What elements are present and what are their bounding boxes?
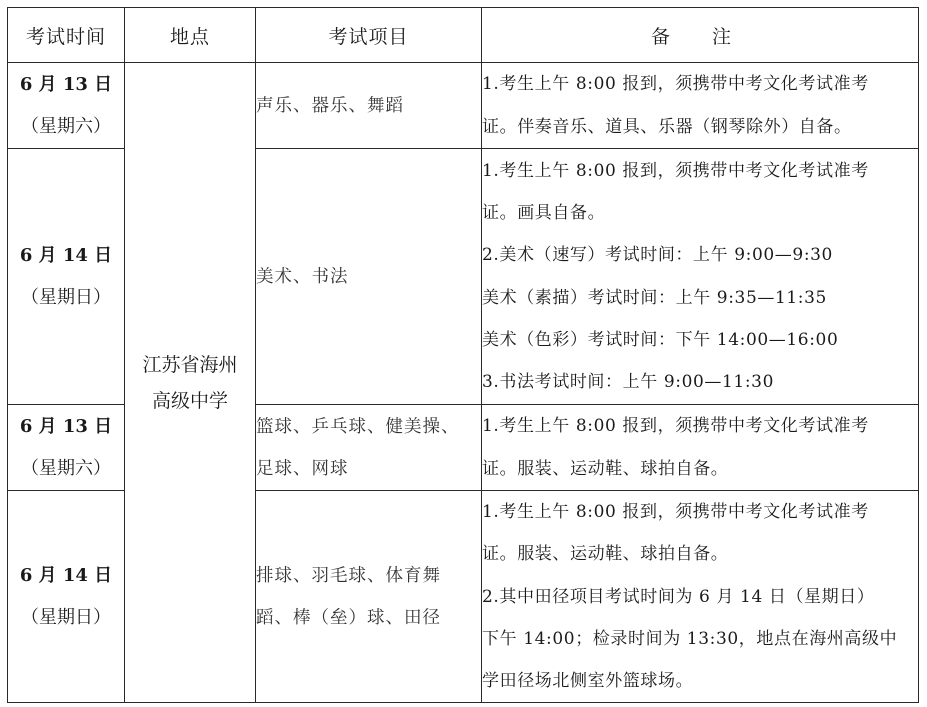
notes-line: 1.考生上午 8:00 报到，须携带中考文化考试准考 <box>482 416 869 437</box>
exam-date: 6 月 13 日 <box>19 73 113 95</box>
header-notes: 备 注 <box>482 8 919 63</box>
notes-line: 证。伴奏音乐、道具、乐器（钢琴除外）自备。 <box>482 116 852 137</box>
notes-line: 学田径场北侧室外篮球场。 <box>482 671 694 692</box>
table-header-row <box>8 8 919 63</box>
notes-line: 证。服装、运动鞋、球拍自备。 <box>482 544 729 565</box>
exam-date-cell <box>8 149 125 405</box>
exam-items-line: 足球、网球 <box>256 458 349 479</box>
notes-cell <box>482 149 919 405</box>
notes-line: 1.考生上午 8:00 报到，须携带中考文化考试准考 <box>482 74 869 95</box>
table-row <box>8 63 919 149</box>
exam-weekday: （星期六） <box>21 457 111 479</box>
header-exam-time: 考试时间 <box>8 8 125 63</box>
notes-line: 3.书法考试时间：上午 9:00—11:30 <box>482 372 774 393</box>
notes-line: 美术（素描）考试时间：上午 9:35—11:35 <box>482 287 827 308</box>
notes-line: 下午 14:00；检录时间为 13:30，地点在海州高级中 <box>482 628 898 649</box>
header-exam-items: 考试项目 <box>256 8 482 63</box>
exam-date-cell <box>8 63 125 149</box>
venue-cell <box>125 63 256 703</box>
notes-line: 证。服装、运动鞋、球拍自备。 <box>482 458 729 479</box>
exam-items-cell <box>256 63 482 149</box>
exam-weekday: （星期日） <box>21 286 111 308</box>
notes-line: 2.美术（速写）考试时间：上午 9:00—9:30 <box>482 245 833 266</box>
exam-items-line: 美术、书法 <box>256 266 349 287</box>
notes-cell <box>482 63 919 149</box>
notes-line: 1.考生上午 8:00 报到，须携带中考文化考试准考 <box>482 160 869 181</box>
notes-line: 1.考生上午 8:00 报到，须携带中考文化考试准考 <box>482 502 869 522</box>
notes-cell <box>482 405 919 491</box>
exam-date-cell <box>8 405 125 491</box>
notes-line: 2.其中田径项目考试时间为 6 月 14 日（星期日） <box>482 586 875 607</box>
exam-date: 6 月 14 日 <box>19 564 113 586</box>
venue-line-1: 江苏省海州 <box>142 353 238 376</box>
exam-items-line: 排球、羽毛球、体育舞 <box>256 565 441 586</box>
exam-items-cell <box>256 491 482 703</box>
exam-items-line: 蹈、棒（垒）球、田径 <box>256 607 441 628</box>
exam-items-cell <box>256 405 482 491</box>
notes-line: 美术（色彩）考试时间：下午 14:00—16:00 <box>482 329 839 350</box>
exam-date: 6 月 14 日 <box>19 244 113 266</box>
exam-weekday: （星期六） <box>21 115 111 137</box>
notes-line: 证。画具自备。 <box>482 202 606 223</box>
venue-line-2: 高级中学 <box>151 389 228 412</box>
notes-cell <box>482 491 919 703</box>
exam-date-cell <box>8 491 125 703</box>
exam-items-cell <box>256 149 482 405</box>
exam-items-line: 声乐、器乐、舞蹈 <box>256 95 404 116</box>
exam-weekday: （星期日） <box>21 606 111 628</box>
header-venue: 地点 <box>125 8 256 63</box>
exam-schedule-table <box>7 7 919 703</box>
exam-date: 6 月 13 日 <box>19 415 113 437</box>
exam-items-line: 篮球、乒乓球、健美操、 <box>256 416 460 437</box>
